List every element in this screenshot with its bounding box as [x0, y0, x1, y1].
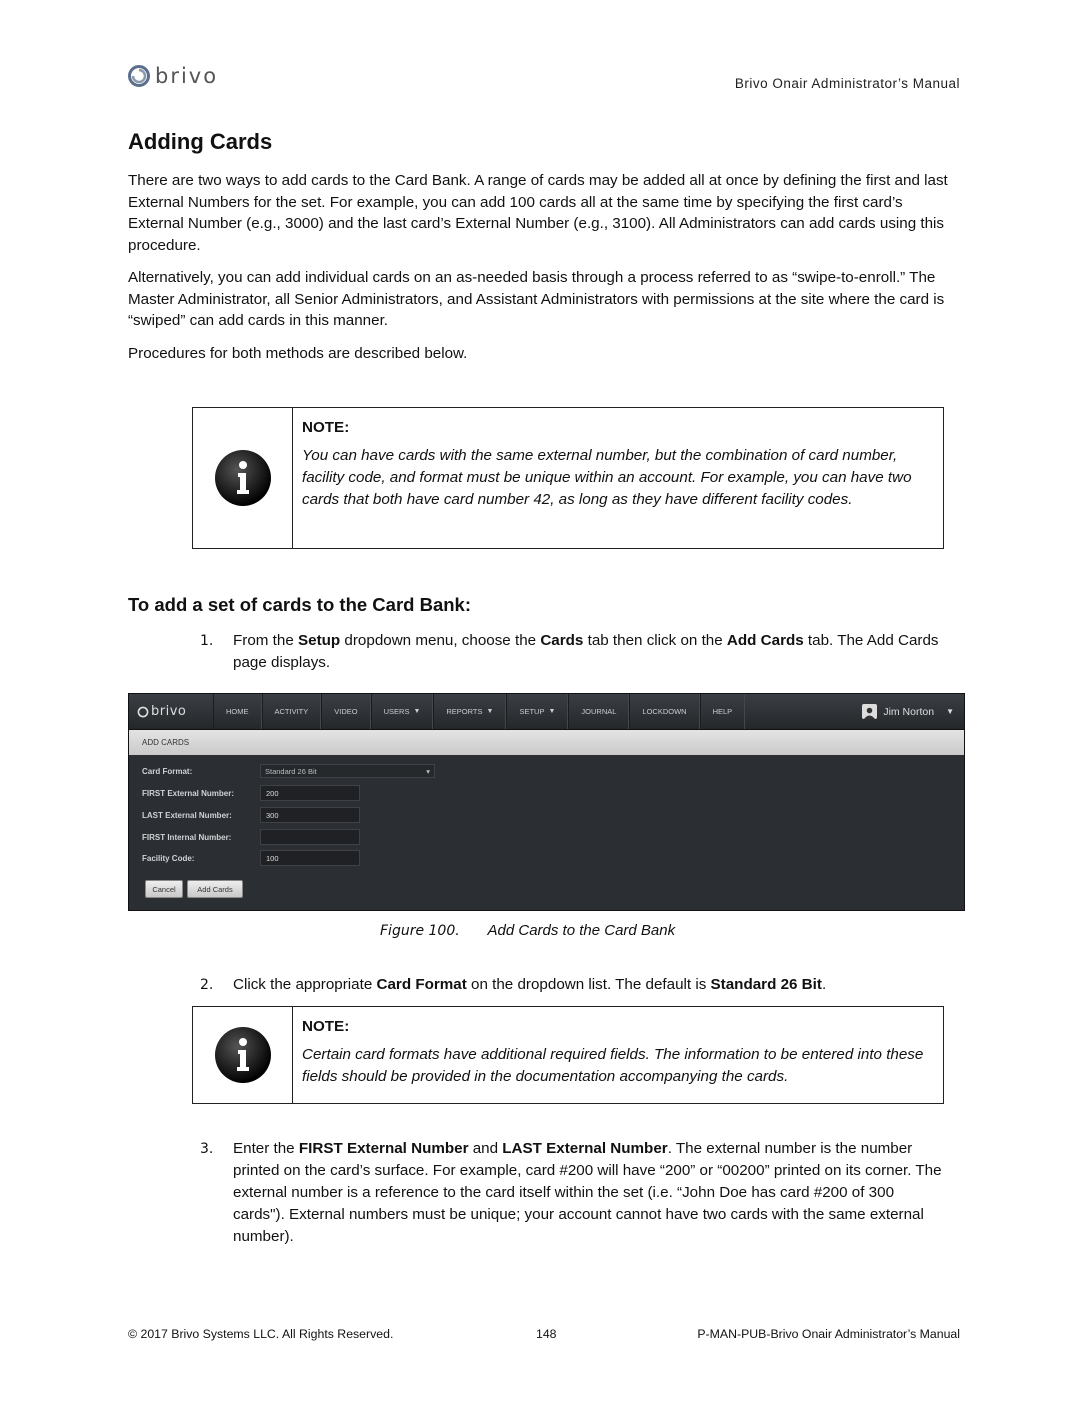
paragraph-2: Alternatively, you can add individual cards on an as-needed basis through a process referred to as “swipe-to-enroll.” The Master Administrator, all Senior Administrators, and Assistant Administrators with permissions at the site where the card is “swiped” can add cards in this manner. [128, 269, 945, 330]
note-title: NOTE: [302, 419, 350, 436]
nav-reports[interactable]: REPORTS ▼ [433, 694, 506, 729]
nav-video[interactable]: VIDEO [321, 694, 370, 729]
caret-down-icon: ▼ [946, 707, 954, 716]
paragraph-3: Procedures for both methods are described below. [128, 345, 468, 362]
note-box-2 [192, 1006, 944, 1104]
footer-copyright: © 2017 Brivo Systems LLC. All Rights Reserved. [128, 1327, 394, 1341]
cancel-button[interactable]: Cancel [145, 880, 183, 898]
last-external-label: LAST External Number: [142, 810, 232, 820]
add-cards-screenshot [128, 693, 965, 911]
info-icon [214, 449, 272, 507]
chevron-down-icon: ▾ [426, 767, 430, 776]
figure-number: Figure 100. [380, 923, 460, 939]
step-2 [200, 974, 945, 996]
note-text: Certain card formats have additional required fields. The information to be entered into these fields should be provided in the documentation accompanying the cards. [302, 1046, 924, 1085]
figure-title: Add Cards to the Card Bank [487, 922, 676, 939]
info-icon [214, 1026, 272, 1084]
subsection-title: To add a set of cards to the Card Bank: [128, 594, 471, 615]
card-format-label: Card Format: [142, 766, 193, 776]
section-title: Adding Cards [128, 129, 273, 154]
note-icon-cell [193, 408, 293, 548]
avatar [862, 704, 877, 719]
step-number: 1. [200, 633, 214, 649]
step-text: From the Setup dropdown menu, choose the Cards tab then click on the Add Cards tab. The Add Cards page displays. [233, 632, 939, 671]
facility-code-row [142, 850, 360, 866]
step-number: 3. [200, 1141, 214, 1157]
nav-lockdown[interactable]: LOCKDOWN [629, 694, 699, 729]
caret-down-icon: ▼ [486, 708, 494, 715]
brivo-logo [127, 62, 218, 90]
nav-help[interactable]: HELP [700, 694, 746, 729]
nav-logo[interactable]: brivo [129, 704, 213, 719]
nav-setup[interactable]: SETUP ▼ [506, 694, 568, 729]
step-text: Enter the FIRST External Number and LAST External Number. The external number is the number printed on the card’s surface. For example, card #200 will have “200” or “00200” printed on its corner. The external number is a reference to the card itself within the set (i.e. “John Doe has card #200 of 300 cards"). External numbers must be unique; your account cannot have two cards with the same external number). [233, 1140, 942, 1245]
step-1 [200, 630, 945, 674]
page-header-bar [129, 730, 964, 755]
nav-users[interactable]: USERS ▼ [371, 694, 434, 729]
first-internal-input[interactable] [260, 829, 360, 845]
footer-doc-id: P-MAN-PUB-Brivo Onair Administrator’s Manual [697, 1327, 960, 1341]
first-internal-label: FIRST Internal Number: [142, 832, 232, 842]
user-icon [863, 706, 876, 719]
step-number: 2. [200, 977, 214, 993]
top-nav-bar [129, 694, 964, 730]
note-title: NOTE: [302, 1018, 350, 1035]
add-cards-button[interactable]: Add Cards [187, 880, 243, 898]
first-external-label: FIRST External Number: [142, 788, 235, 798]
first-external-row [142, 785, 360, 801]
first-external-input[interactable]: 200 [260, 785, 360, 801]
step-3 [200, 1138, 945, 1248]
nav-home[interactable]: HOME [213, 694, 262, 729]
card-format-row [142, 764, 435, 778]
figure-caption [380, 922, 675, 939]
footer-page-number: 148 [536, 1327, 557, 1341]
logo-text: brivo [155, 64, 219, 88]
last-external-row [142, 807, 360, 823]
manual-title: Brivo Onair Administrator’s Manual [734, 76, 960, 91]
step-text: Click the appropriate Card Format on the dropdown list. The default is Standard 26 Bit. [233, 976, 827, 993]
brivo-logo-icon [127, 64, 151, 88]
form-buttons [145, 880, 265, 898]
note-text: You can have cards with the same external number, but the combination of card number, facility code, and format must be unique within an account. For example, you can have two cards that both have card number 42, as long as they have different facility codes. [302, 447, 912, 508]
page-header: ADD CARDS [142, 738, 190, 747]
note-box-1 [192, 407, 944, 549]
nav-journal[interactable]: JOURNAL [568, 694, 629, 729]
facility-code-input[interactable]: 100 [260, 850, 360, 866]
user-menu[interactable] [862, 704, 964, 719]
first-internal-row [142, 829, 360, 845]
caret-down-icon: ▼ [413, 708, 421, 715]
paragraph-1: There are two ways to add cards to the Card Bank. A range of cards may be added all at once by defining the first and last External Numbers for the set. For example, you can add 100 cards all at the same time by specifying the first card’s External Number (e.g., 3000) and the last card’s External Number (e.g., 3100). All Administrators can add cards using this procedure. [128, 172, 948, 255]
card-format-select[interactable]: Standard 26 Bit ▾ [260, 764, 435, 778]
note-icon-cell [193, 1007, 293, 1103]
nav-activity[interactable]: ACTIVITY [262, 694, 322, 729]
user-name: Jim Norton [883, 705, 935, 718]
facility-code-label: Facility Code: [142, 853, 195, 863]
brivo-logo-icon [137, 706, 149, 718]
add-cards-form [129, 755, 964, 894]
last-external-input[interactable]: 300 [260, 807, 360, 823]
caret-down-icon: ▼ [548, 708, 556, 715]
